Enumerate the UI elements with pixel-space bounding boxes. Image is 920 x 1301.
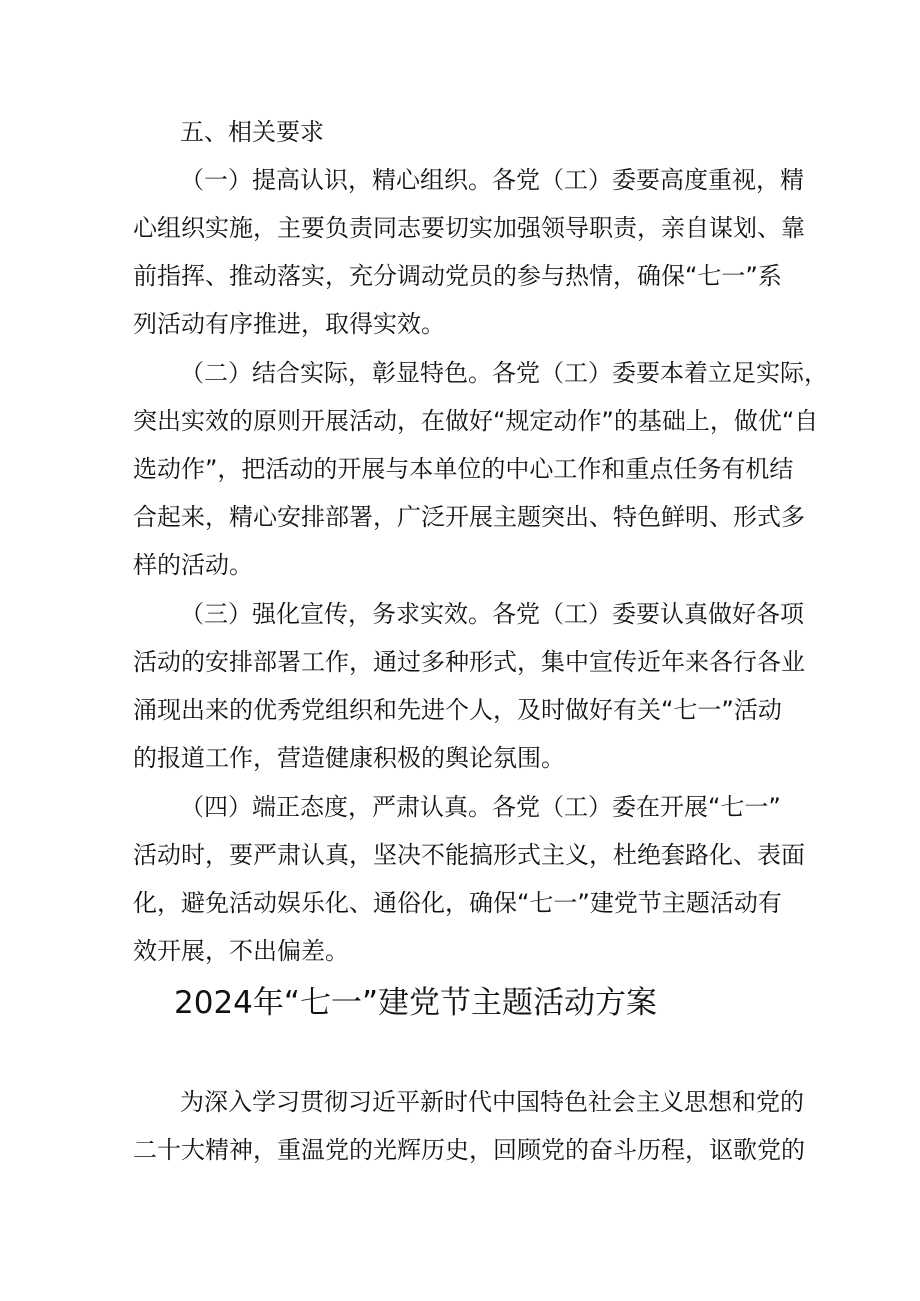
paragraph-line: 突出实效的原则开展活动，在做好“规定动作”的基础上，做优“自 (133, 407, 819, 435)
paragraph-line: 活动时，要严肃认真，坚决不能搞形式主义，杜绝套路化、表面 (133, 841, 805, 869)
paragraph-line: 前指挥、推动落实，充分调动党员的参与热情，确保“七一”系 (133, 262, 782, 290)
section-heading: 五、相关要求 (180, 118, 324, 146)
paragraph-line: 为深入学习贯彻习近平新时代中国特色社会主义思想和党的 (180, 1088, 804, 1116)
paragraph-line: 心组织实施，主要负责同志要切实加强领导职责，亲自谋划、靠 (133, 214, 805, 242)
paragraph-line: 活动的安排部署工作，通过多种形式，集中宣传近年来各行各业 (133, 648, 805, 676)
paragraph-line: （三）强化宣传，务求实效。各党（工）委要认真做好各项 (180, 600, 804, 628)
paragraph-line: 列活动有序推进，取得实效。 (133, 310, 445, 338)
paragraph-line: （一）提高认识，精心组织。各党（工）委要高度重视，精 (180, 166, 804, 194)
paragraph-line: 选动作”，把活动的开展与本单位的中心工作和重点任务有机结 (133, 455, 794, 483)
paragraph-line: 化，避免活动娱乐化、通俗化，确保“七一”建党节主题活动有 (133, 889, 782, 917)
paragraph-line: （二）结合实际，彰显特色。各党（工）委要本着立足实际， (180, 359, 828, 387)
document-title: 2024年“七一”建党节主题活动方案 (174, 985, 658, 1021)
paragraph-line: 二十大精神，重温党的光辉历史，回顾党的奋斗历程，讴歌党的 (133, 1136, 805, 1164)
paragraph-line: 合起来，精心安排部署，广泛开展主题突出、特色鲜明、形式多 (133, 503, 805, 531)
paragraph-line: （四）端正态度，严肃认真。各党（工）委在开展“七一” (180, 793, 781, 821)
paragraph-line: 的报道工作，营造健康积极的舆论氛围。 (133, 744, 565, 772)
paragraph-line: 涌现出来的优秀党组织和先进个人，及时做好有关“七一”活动 (133, 696, 782, 724)
paragraph-line: 效开展，不出偏差。 (133, 937, 349, 965)
paragraph-line: 样的活动。 (133, 551, 253, 579)
